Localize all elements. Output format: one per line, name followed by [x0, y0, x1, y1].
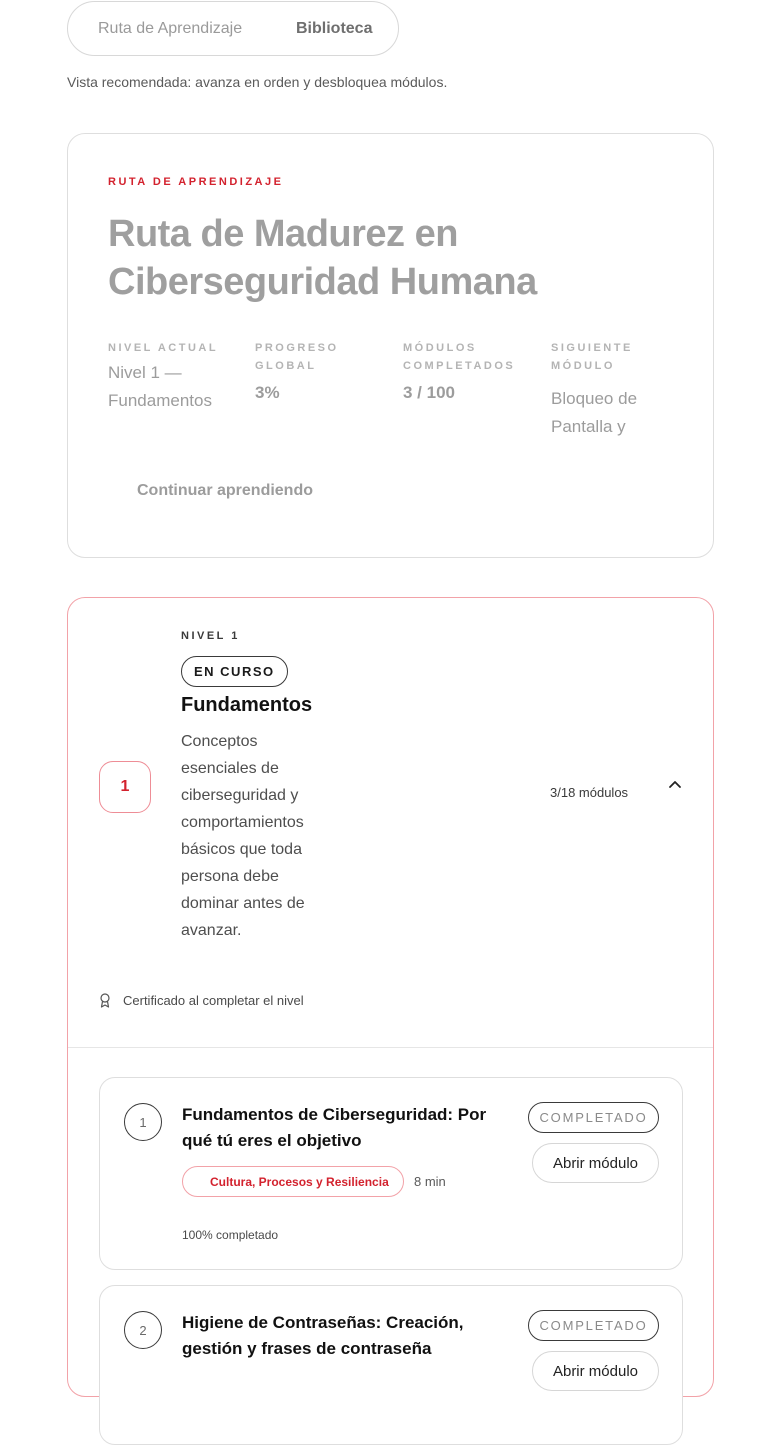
stat-label: PROGRESO GLOBAL — [255, 342, 339, 372]
level-certificate-note — [99, 993, 304, 1008]
stat-label: NIVEL ACTUAL — [108, 342, 219, 354]
level-number-badge: 1 — [99, 761, 151, 813]
continue-learning-button[interactable]: Continuar aprendiendo — [137, 482, 313, 499]
level-eyebrow: NIVEL 1 — [181, 630, 240, 642]
route-summary-card — [67, 133, 714, 558]
level-description: Conceptos esenciales de ciberseguridad y comportamientos básicos que toda persona debe dominar antes de avanzar. — [181, 733, 305, 939]
tab-library[interactable]: Biblioteca — [296, 20, 373, 37]
stat-value: 3% — [255, 383, 280, 402]
stat-value: 3 / 100 — [403, 383, 455, 402]
module-number: 1 — [124, 1103, 162, 1141]
stat-label: MÓDULOS COMPLETADOS — [403, 342, 516, 372]
award-icon — [99, 993, 111, 1008]
tab-learning-route[interactable]: Ruta de Aprendizaje — [98, 20, 243, 37]
level-divider — [68, 1047, 713, 1048]
module-category-tag: Cultura, Procesos y Resiliencia — [182, 1166, 404, 1197]
view-tabs — [67, 1, 399, 56]
module-status-badge: COMPLETADO — [528, 1102, 659, 1133]
stat-modules-completed — [403, 339, 543, 407]
level-module-count: 3/18 módulos — [550, 785, 629, 800]
chevron-up-icon[interactable] — [666, 776, 684, 794]
open-module-button[interactable]: Abrir módulo — [532, 1143, 659, 1183]
stat-value: Bloqueo de Pantalla y — [551, 389, 638, 436]
route-title: Ruta de Madurez en Ciberseguridad Humana — [108, 213, 537, 303]
view-hint: Vista recomendada: avanza en orden y desbloquea módulos. — [67, 74, 448, 90]
module-status-badge: COMPLETADO — [528, 1310, 659, 1341]
level-status-badge: EN CURSO — [181, 656, 288, 687]
stat-next-module — [551, 339, 671, 441]
certificate-label: Certificado al completar el nivel — [123, 993, 304, 1008]
module-title: Higiene de Contraseñas: Creación, gestión y frases de contraseña — [182, 1313, 464, 1358]
level-card — [67, 597, 714, 1397]
stat-value: Nivel 1 — Fundamentos — [108, 363, 212, 410]
module-number: 2 — [124, 1311, 162, 1349]
open-module-button[interactable]: Abrir módulo — [532, 1351, 659, 1391]
module-duration: 8 min — [414, 1174, 446, 1189]
module-card — [99, 1285, 683, 1445]
module-card — [99, 1077, 683, 1270]
stat-global-progress — [255, 339, 395, 407]
level-title: Fundamentos — [181, 694, 313, 716]
stat-label: SIGUIENTE MÓDULO — [551, 342, 633, 372]
module-progress-text: 100% completado — [182, 1228, 279, 1242]
stat-current-level — [108, 339, 248, 415]
route-eyebrow: RUTA DE APRENDIZAJE — [108, 176, 284, 188]
module-title: Fundamentos de Ciberseguridad: Por qué tú eres el objetivo — [182, 1105, 487, 1150]
